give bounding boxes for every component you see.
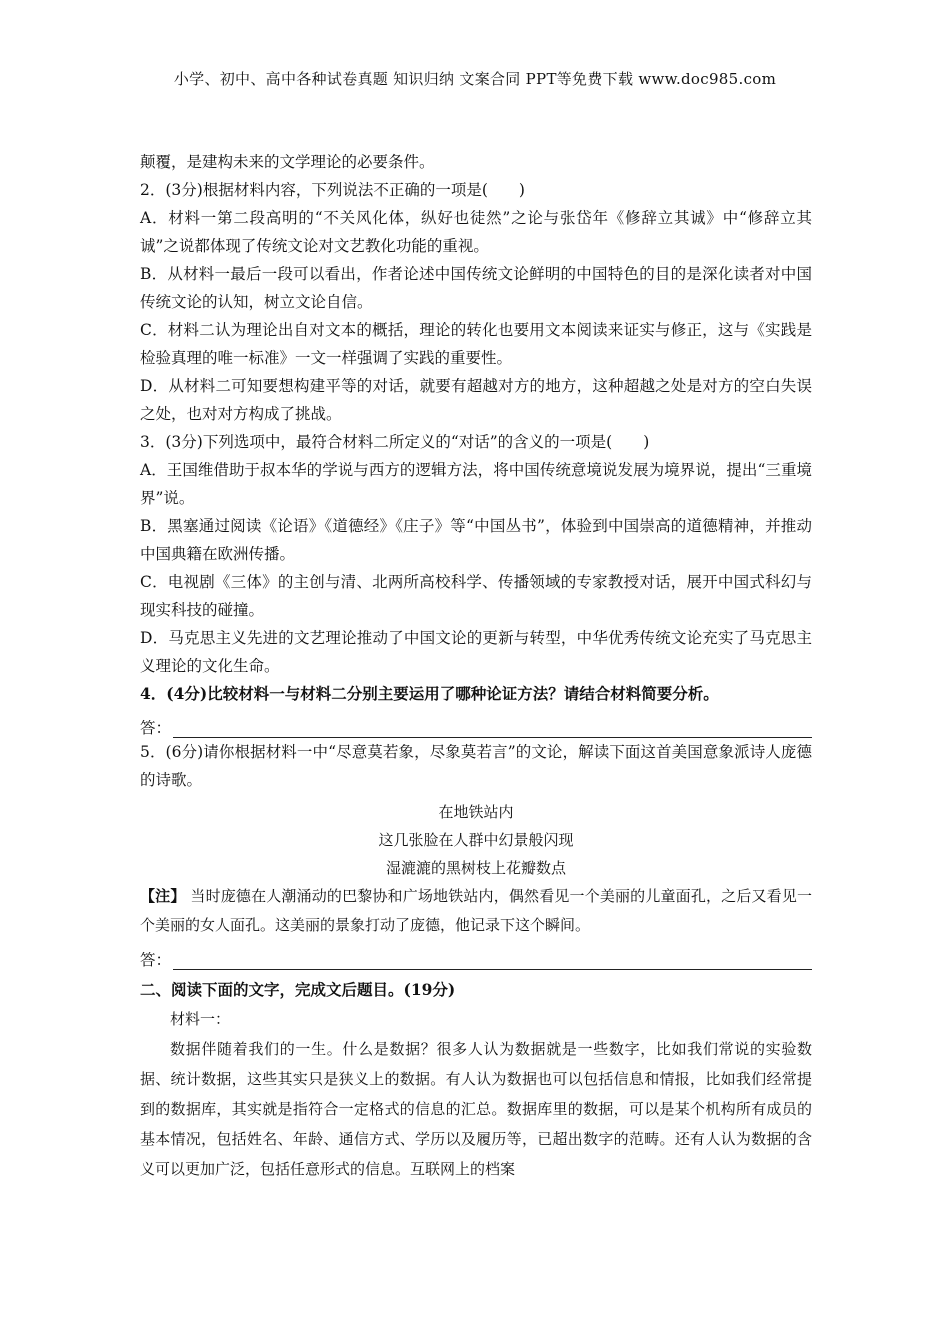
material-label: 材料一： [170,1010,231,1028]
poem-line: 湿漉漉的黑树枝上花瓣数点 [385,859,566,877]
option-2d: D．从材料二可知要想构建平等的对话，就要有超越对方的地方，这种超越之处是对方的空白失误之处，也对对方构成了挑战。 [140,377,812,423]
option-2c: C．材料二认为理论出自对文本的概括，理论的转化也要用文本阅读来证实与修正，这与《实践是检验真理的唯一标准》一文一样强调了实践的重要性。 [140,321,812,367]
option-2b: B．从材料一最后一段可以看出，作者论述中国传统文论鲜明的中国特色的目的是深化读者对中国传统文论的认知，树立文论自信。 [140,265,812,311]
question-5: 5．(6分)请你根据材料一中“尽意莫若象，尽象莫若言”的文论，解读下面这首美国意象派诗人庞德的诗歌。 [140,743,812,789]
note-tag: 【注】 [140,887,186,905]
answer-field-5[interactable] [140,940,812,970]
option-3d: D．马克思主义先进的文艺理论推动了中国文论的更新与转型，中华优秀传统文论充实了马克思主义理论的文化生命。 [140,629,812,675]
section-heading: 二、阅读下面的文字，完成文后题目。(19分) [140,980,456,999]
option-2a: A．材料一第二段高明的“不关风化体，纵好也徒然”之论与张岱年《修辞立其诚》中“修辞立其诚”之说都体现了传统文论对文艺教化功能的重视。 [140,209,812,255]
answer-field-4[interactable] [140,708,812,738]
material-paragraph: 数据伴随着我们的一生。什么是数据？很多人认为数据就是一些数字，比如我们常说的实验数据、统计数据，这些其实只是狭义上的数据。有人认为数据也可以包括信息和情报，比如我们经常提到的数据库，其实就是指符合一定格式的信息的汇总。数据库里的数据，可以是某个机构所有成员的基本情况，包括姓名、年龄、通信方式、学历以及履历等，已超出数字的范畴。还有人认为数据的含义可以更加广泛，包括任意形式的信息。互联网上的档案 [140,1040,812,1178]
text-line: 颠覆，是建构未来的文学理论的必要条件。 [140,153,435,171]
poem-title: 在地铁站内 [438,803,514,821]
option-3c: C．电视剧《三体》的主创与清、北两所高校科学、传播领域的专家教授对话，展开中国式科幻与现实科技的碰撞。 [140,573,812,619]
question-4: 4．(4分)比较材料一与材料二分别主要运用了哪种论证方法？请结合材料简要分析。 [140,684,719,703]
poem-line: 这几张脸在人群中幻景般闪现 [378,831,574,849]
answer-line [173,719,812,738]
answer-line [173,951,812,970]
page-header: 小学、初中、高中各种试卷真题 知识归纳 文案合同 PPT等免费下载 www.doc985.com [173,70,777,88]
answer-label: 答： [140,719,172,737]
option-3a: A．王国维借助于叔本华的学说与西方的逻辑方法，将中国传统意境说发展为境界说，提出“三重境界”说。 [140,461,812,507]
question-2: 2．(3分)根据材料内容，下列说法不正确的一项是( ) [140,181,525,199]
option-3b: B．黑塞通过阅读《论语》《道德经》《庄子》等“中国丛书”，体验到中国崇高的道德精神，并推动中国典籍在欧洲传播。 [140,517,812,563]
poem-note [140,882,812,940]
answer-label: 答： [140,951,172,969]
question-3: 3．(3分)下列选项中，最符合材料二所定义的“对话”的含义的一项是( ) [140,433,650,451]
document-body [140,148,812,1184]
note-text: 当时庞德在人潮涌动的巴黎协和广场地铁站内，偶然看见一个美丽的儿童面孔，之后又看见一个美丽的女人面孔。这美丽的景象打动了庞德，他记录下这个瞬间。 [140,887,812,934]
